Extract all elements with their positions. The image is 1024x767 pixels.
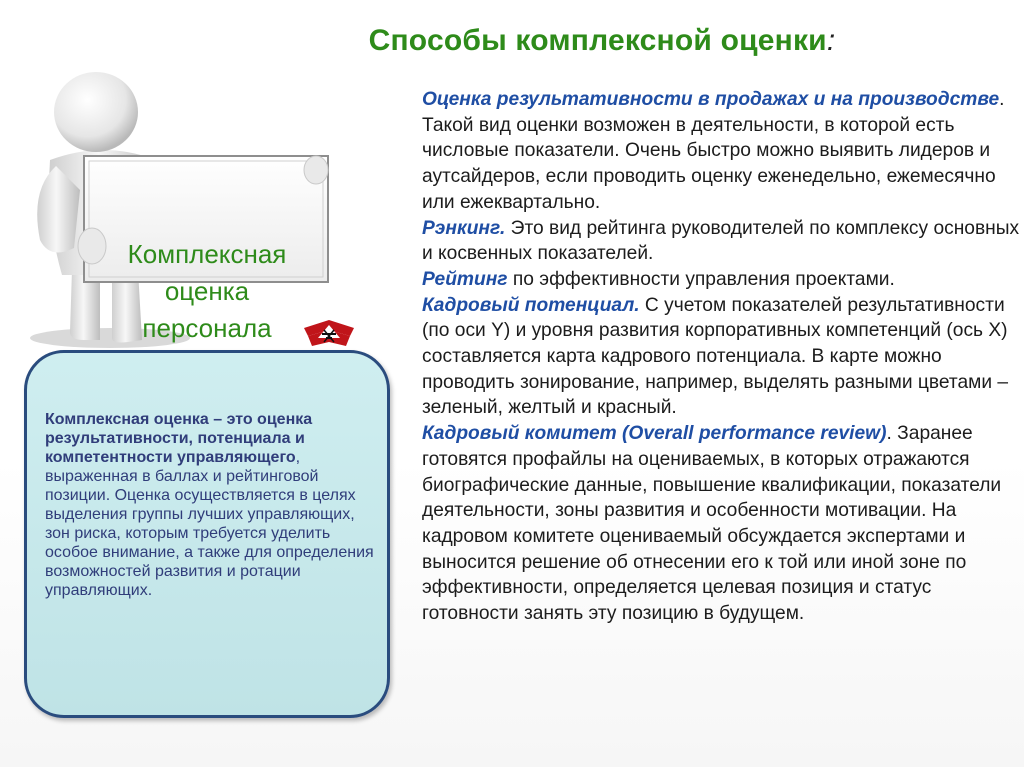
slide-title-colon: : (826, 24, 836, 57)
method-desc: Это вид рейтинга руководителей по комплексу основных и косвенных показателей. (422, 217, 1020, 265)
definition-box (24, 350, 390, 718)
method-paragraph (422, 421, 1022, 627)
sign-line-1: Комплексная (127, 238, 287, 269)
head (54, 72, 138, 152)
person-holding-sign-illustration (0, 70, 340, 370)
method-paragraph (422, 87, 1022, 216)
method-paragraph (422, 267, 1022, 293)
definition-bold: Комплексная оценка – это оценка результативности, потенциала и компетентности управляющего (45, 411, 313, 466)
method-desc: С учетом показателей результативности (по оси Y) и уровня развития корпоративных компетенций (ось X) составляется карта кадрового потенциала. В карте можно проводить зонирование, например, выделять разными цветами – зеленый, желтый и красный. (422, 294, 1009, 419)
method-term: Оценка результативности в продажах и на производстве (422, 89, 1000, 110)
right-hand (304, 156, 328, 184)
definition-text (45, 410, 375, 600)
method-desc: по эффективности управления проектами. (507, 268, 895, 290)
sign-line-2: оценка (164, 275, 250, 306)
definition-rest: , выраженная в баллах и рейтинговой позиции. Оценка осуществляется в целях выделения группы лучших управляющих, зон риска, которым требуется уделить особое внимание, а также для определения возможностей развития и ротации управляющих. (45, 449, 374, 599)
method-paragraph (422, 216, 1022, 267)
slide-title (0, 24, 1024, 58)
sign-line-3: персонала (142, 312, 272, 343)
method-term: Рэнкинг. (422, 217, 506, 239)
methods-text (422, 87, 1022, 627)
method-term: Кадровый комитет (Overall performance review) (422, 423, 887, 445)
emblem-logo-icon (300, 316, 358, 350)
method-paragraph (422, 293, 1022, 422)
method-term: Кадровый потенциал. (422, 294, 640, 316)
method-term: Рейтинг (422, 268, 508, 290)
method-desc: . Такой вид оценки возможен в деятельности, в которой есть числовые показатели. Очень быстро можно выявить лидеров и аутсайдеров, если проводить оценку еженедельно, ежемесячно или ежеквартально. (422, 89, 1005, 213)
sign-text (92, 232, 322, 350)
slide-title-text: Способы комплексной оценки (368, 24, 827, 57)
method-desc: . Заранее готовятся профайлы на оцениваемых, в которых отражаются биографические данные, повышение квалификации, показатели деятельности, зоны развития и особенности мотивации. На кадровом комитете оцениваемый обсуждается экспертами и выносится решение об отнесении его к той или иной зоне по эффективности, определяется целевая позиция и статус готовности занять эту позицию в будущем. (422, 423, 1002, 625)
